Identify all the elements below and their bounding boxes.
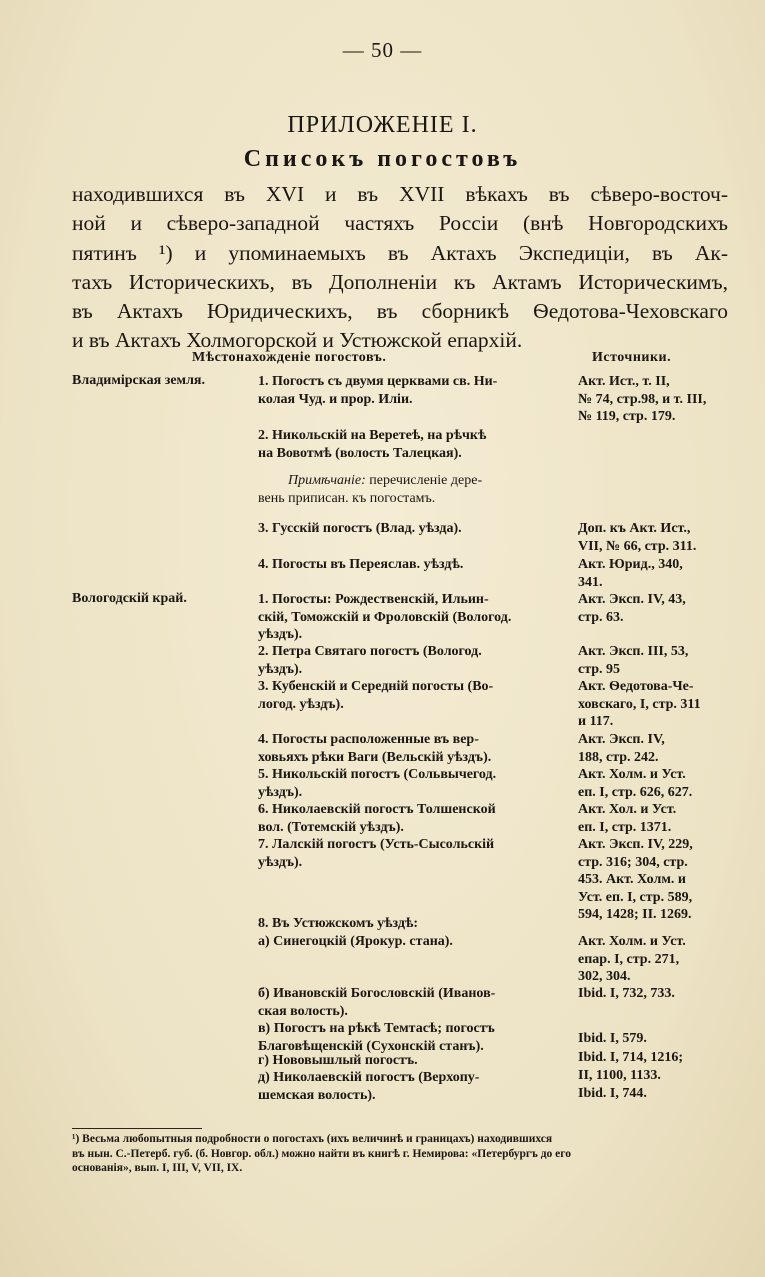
source-g8a: Акт. Холм. и Уст. епар. I, стр. 271, 302, 304. — [578, 934, 686, 984]
entry-v4: 4. Погосты въ Переяслав. уѣздѣ. — [258, 557, 464, 572]
column-header-sources: Источники. — [592, 350, 672, 365]
intro-line: и въ Актахъ Холмогорской и Устюжской епархій. — [72, 328, 523, 353]
intro-line: находившихся въ XVI и въ XVII вѣкахъ въ сѣверо-восточ- — [72, 182, 728, 206]
source-g8g: Ibid. I, 714, 1216; II, 1100, 1133. — [578, 1050, 684, 1083]
intro-line: тахъ Историческихъ, въ Дополненіи къ Актамъ Историческимъ, — [72, 269, 728, 294]
source-g5: Акт. Холм. и Уст. еп. I, стр. 626, 627. — [578, 767, 693, 800]
entry-g6: 6. Николаевскій погостъ Толшенской вол. (Тотемскій уѣздъ). — [258, 802, 496, 835]
entry-g8g: г) Нововышлый погостъ. — [258, 1053, 418, 1068]
intro-paragraph — [72, 180, 728, 356]
entry-v2-note: Примѣчаніе: перечисленіе дере- вень приписан. къ погостамъ. — [258, 473, 483, 506]
region-vladimir: Владимірская земля. — [72, 373, 205, 388]
entry-g5: 5. Никольскій погостъ (Сольвычегод. уѣздъ). — [258, 767, 497, 800]
entry-g3: 3. Кубенскій и Середній погосты (Во- логод. уѣздъ). — [258, 679, 494, 712]
source-g1: Акт. Эксп. IV, 43, стр. 63. — [578, 592, 686, 625]
source-g2: Акт. Эксп. III, 53, стр. 95 — [578, 644, 689, 677]
source-g8d: Ibid. I, 744. — [578, 1086, 647, 1101]
entry-v1: 1. Погостъ съ двумя церквами св. Ни- колая Чуд. и прор. Иліи. — [258, 374, 498, 407]
intro-line: въ Актахъ Юридическихъ, въ сборникѣ Ѳедотова-Чеховскаго — [72, 299, 728, 324]
intro-line: ной и сѣверо-западной частяхъ Россіи (внѣ Новгородскихъ — [72, 211, 728, 236]
source-g8v: Ibid. I, 579. — [578, 1031, 647, 1046]
column-header-location: Мѣстонахожденіе погостовъ. — [192, 350, 387, 365]
entry-g8b: б) Ивановскій Богословскій (Иванов- ская волость). — [258, 986, 496, 1019]
entry-v2: 2. Никольскій на Веретеѣ, на рѣчкѣ на Вовотмѣ (волость Талецкая). — [258, 428, 487, 461]
entry-g4: 4. Погосты расположенные въ вер- ховьяхъ рѣки Ваги (Вельскій уѣздъ). — [258, 732, 492, 765]
entry-g2: 2. Петра Святаго погостъ (Вологод. уѣздъ). — [258, 644, 482, 677]
entry-g1: 1. Погосты: Рождественскій, Ильин- скій, Томожскій и Фроловскій (Вологод. уѣздъ). — [258, 592, 512, 642]
note-label: Примѣчаніе: — [288, 473, 366, 488]
entry-g8v: в) Погостъ на рѣкѣ Темтасѣ; погостъ Благовѣщенскій (Сухонскій станъ). — [258, 1021, 495, 1054]
entry-g7: 7. Лалскій погостъ (Усть-Сысольскій уѣздъ). — [258, 837, 495, 870]
appendix-heading: ПРИЛОЖЕНІЕ I. — [287, 112, 478, 138]
footnote-divider — [72, 1128, 202, 1129]
source-v1: Акт. Ист., т. II, № 74, стр.98, и т. III, № 119, стр. 179. — [578, 374, 707, 424]
entry-g8: 8. Въ Устюжскомъ уѣздѣ: а) Синегоцкій (Ярокур. стана). — [258, 916, 453, 949]
source-g3: Акт. Ѳедотова-Че- ховскаго, I, стр. 311 и 117. — [578, 679, 701, 729]
source-v4: Акт. Юрид., 340, 341. — [578, 557, 683, 590]
region-vologda: Вологодскій край. — [72, 591, 187, 606]
footnote: ¹) Весьма любопытныя подробности о погостахъ (ихъ величинѣ и границахъ) находившихся въ нын. С.-Петерб. губ. (б. Новгор. обл.) можно найти въ книгѣ г. Немирова: «Петербургъ до его основанія», вып. I, III, V, VII, IX. — [72, 1133, 571, 1174]
list-title: Списокъ погостовъ — [243, 146, 522, 172]
source-g6: Акт. Хол. и Уст. еп. I, стр. 1371. — [578, 802, 677, 835]
source-g7: Акт. Эксп. IV, 229, стр. 316; 304, стр. 453. Акт. Холм. и Уст. еп. I, стр. 589, 594, 1428; II. 1269. — [578, 837, 693, 922]
source-g8b: Ibid. I, 732, 733. — [578, 986, 675, 1001]
source-g4: Акт. Эксп. IV, 188, стр. 242. — [578, 732, 665, 765]
page-number: — 50 — — [342, 38, 423, 62]
entry-g8d: д) Николаевскій погостъ (Верхопу- шемская волость). — [258, 1070, 480, 1103]
entry-v3: 3. Гусскій погостъ (Влад. уѣзда). — [258, 521, 462, 536]
intro-line: пятинъ ¹) и упоминаемыхъ въ Актахъ Экспедиціи, въ Ак- — [72, 240, 728, 265]
source-v3: Доп. къ Акт. Ист., VII, № 66, стр. 311. — [578, 521, 697, 554]
